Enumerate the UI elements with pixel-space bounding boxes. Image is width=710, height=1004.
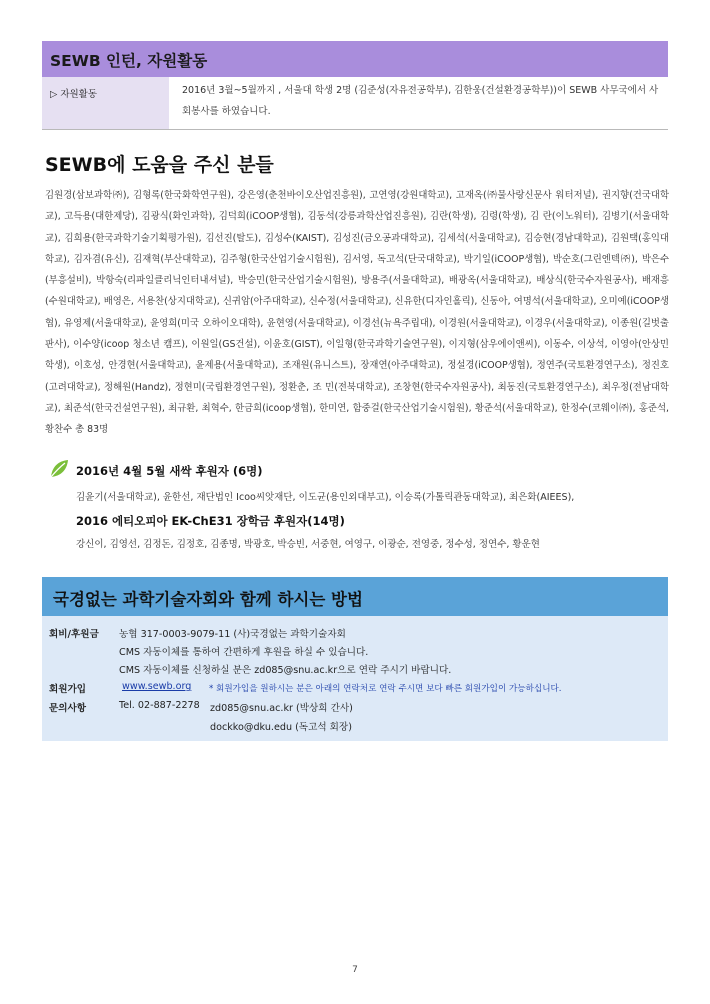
phone-text: Tel. 02-887-2278 [119,700,200,711]
cms-info-text: CMS 자동이체를 통하여 간편하게 후원을 하실 수 있습니다. [119,647,369,658]
sprout-donors-list: 김윤기(서울대학교), 윤한선, 재단법인 Icoo씨앗재단, 이도균(용인외대부고), 이승록(가톨릭관동대학교), 최은화(AIEES), [76,492,575,503]
scholarship-donors-title: 2016 에티오피아 EK-ChE31 장학금 후원자(14명) [76,514,345,528]
donation-label: 회비/후원금 [49,629,99,640]
volunteer-table [42,77,668,130]
inquiry-label: 문의사항 [49,703,87,714]
scholarship-donors-list: 강신이, 김영선, 김정돈, 김정호, 김종명, 박광호, 박승빈, 서중현, 여영구, 이광순, 전영중, 정수성, 정연수, 황운현 [76,539,540,550]
cms-apply-text: CMS 자동이체를 신청하실 분은 zd085@snu.ac.kr으로 연락 주시기 바랍니다. [119,665,452,676]
volunteer-section-header [42,41,668,77]
volunteer-row-label: ▷ 자원활동 [50,89,98,100]
sprout-donors-title: 2016년 4월 5월 새싹 후원자 (6명) [76,464,263,478]
membership-note: * 회원가입을 원하시는 분은 아래의 연락처로 연락 주시면 보다 빠른 회원가입이 가능하십니다. [209,684,562,694]
bank-account-text: 농협 317-0003-9079-11 (사)국경없는 과학기술자회 [119,629,346,640]
join-info-box [42,616,668,741]
page-number: 7 [352,965,358,975]
volunteer-row-text: 2016년 3월~5월까지 , 서울대 학생 2명 (김준성(자유전공학부), 김한웅(건설환경공학부))이 SEWB 사무국에서 사회봉사를 하였습니다. [182,85,659,117]
membership-label: 회원가입 [49,684,87,695]
contact-email-2: dockko@dku.edu (독고석 회장) [210,722,352,733]
join-section-header [42,577,668,616]
supporters-title: SEWB에 도움을 주신 분들 [45,154,274,176]
join-section-title: 국경없는 과학기술자회와 함께 하시는 방법 [53,590,363,609]
leaf-icon [48,458,70,480]
website-link[interactable]: www.sewb.org [122,681,192,692]
volunteer-section-title: SEWB 인턴, 자원활동 [50,52,208,70]
volunteer-row-label-cell [42,77,169,129]
supporters-list: 김원경(삼보과학㈜), 김형록(한국화학연구원), 강은영(춘천바이오산업진흥원), 고연영(강원대학교), 고재옥(㈜물사랑신문사 워터저널), 권지향(건국대학교), 고득용(대한제당), 김광식(화인과학), 김덕희(iCOOP생협), 김동석(강릉과학산업진흥원), 김란(학생), 김령(학생), 김 란(이노워터), 김병기(서울대학교), 김희용(한국과학기술기획평가원), 김선진(탈도), 김성수(KAIST), 김성진(금오공과대학교), 김세석(서울대학교), 김승현(경남대학교), 김원택(홍익대학교), 김자겸(유신), 김재혁(부산대학교), 김주형(한국산업기술시험원), 김서영, 독고석(단국대학교), 박기일(iCOOP생협), 박순호(그린엔텍㈜), 박은수(부흥설비), 박항숙(리파일클리닉인터내셔널), 박승민(한국산업기술시험원), 방용주(서울대학교), 배광옥(서울대학교), 배상식(한국수자원공사), 배재흥(수원대학교), 배영은, 서용찬(상지대학교), 신귀암(아주대학교), 신수정(서울대학교), 신유한(디자인홀릭), 신동아, 여명석(서울대학교), 오미예(iCOOP생협), 유영제(서울대학교), 윤영희(미국 오하이오대학), 윤현영(서울대학교), 이경선(뉴욕주립대), 이경원(서울대학교), 이경우(서울대학교), 이종원(길벗출판사), 이수양(icoop 청소년 캠프), 이원일(GS건설), 이윤호(GIST), 이일형(한국과학기술연구원), 이지형(삼우에이앤씨), 이동수, 이상석, 이영아(안상민학생), 이호성, 안경현(서울대학교), 윤제용(서울대학교), 조재원(유니스트), 장재연(아주대학교), 정설경(iCOOP생협), 정연주(국토환경연구소), 정진호(고려대학교), 정해원(Handz), 정현미(국립환경연구원), 정환춘, 조 민(전북대학교), 조창현(한국수자원공사), 최동진(국토환경연구소), 최우정(전남대학교), 최준석(한국건설연구원), 최규환, 최혁수, 한금희(icoop생협), 한미연, 함중걸(한국산업기술시험원), 황준석(서울대학교), 한정수(코웨이㈜), 홍준석, 황찬수 총 83명 [45,190,669,436]
contact-email-1: zd085@snu.ac.kr (박상희 간사) [210,703,353,714]
